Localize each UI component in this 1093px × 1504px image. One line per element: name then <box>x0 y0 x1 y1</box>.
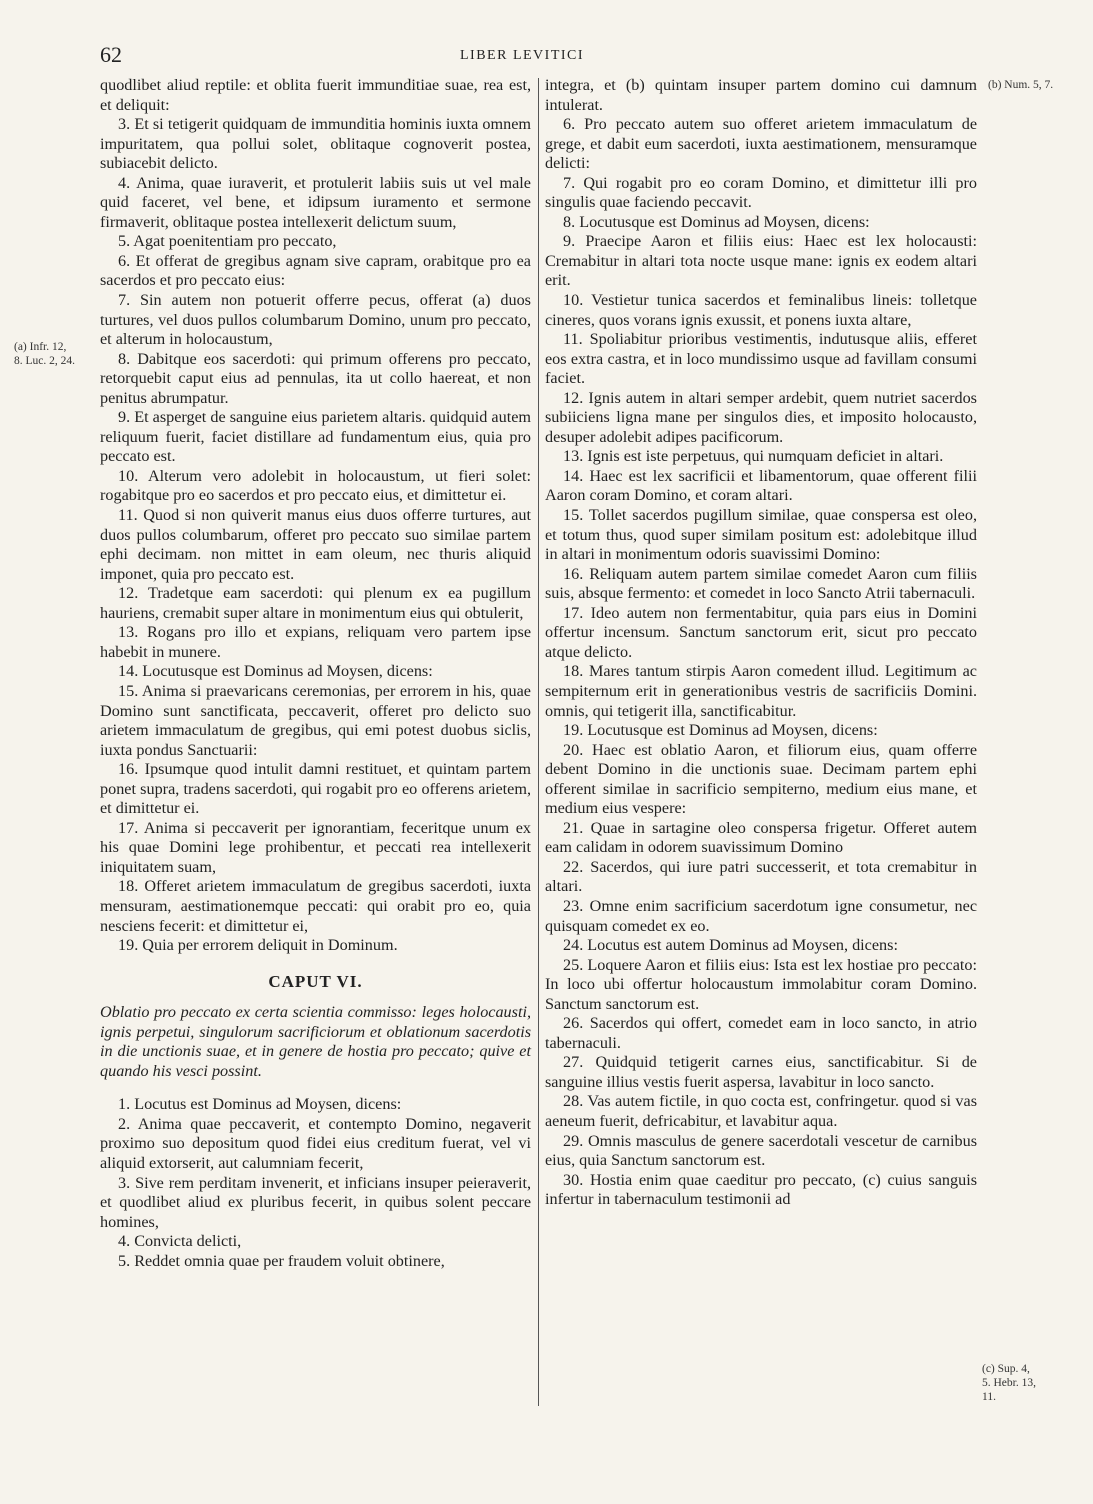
margin-note-c-line1: (c) Sup. 4, <box>982 1363 1030 1375</box>
verse: 25. Loquere Aaron et filiis eius: Ista est lex hostiae pro peccato: In loco ubi offertur holocaustum immolabitur coram Domino. Sanctum sanctorum est. <box>545 955 977 1013</box>
verse: 12. Ignis autem in altari semper ardebit, quem nutriet sacerdos subiiciens ligna mane per singulos dies, et imposito holocausto, desuper adolebit adipes pacificorum. <box>545 388 977 446</box>
verse: 19. Locutusque est Dominus ad Moysen, dicens: <box>563 721 878 740</box>
verse: 15. Anima si praevaricans ceremonias, per errorem in his, quae Domino sunt sanctificata, peccaverit, offeret pro delicto suo arietem immaculatum de gregibus, qui emi potest duobus siclis, iuxta pondus Sanctuarii: <box>100 681 531 759</box>
verse: 13. Rogans pro illo et expians, reliquam vero partem ipse habebit in munere. <box>100 623 531 661</box>
verse: 16. Ipsumque quod intulit damni restituet, et quintam partem ponet supra, tradens sacerdoti, qui rogabit pro eo offerens arietem, et dimittetur ei. <box>100 760 531 818</box>
verse: 7. Sin autem non potuerit offerre pecus, offerat (a) duos turtures, vel duos pullos columbarum Domino, unum pro peccato, et alterum in holocaustum, <box>100 291 531 349</box>
chapter-summary: Oblatio pro peccato ex certa scientia commisso: leges holocausti, ignis perpetui, singulorum sacrificiorum et oblationum sacerdotis in die unctionis suae, et in genere de hostia pro peccato; quive et quando his vesci possint. <box>100 1003 531 1080</box>
verse: 3. Sive rem perditam invenerit, et inficians insuper peieraverit, et quodlibet aliud ex pluribus fecerit, in quibus solent peccare homines, <box>100 1173 531 1231</box>
chapter-heading: CAPUT VI. <box>268 971 363 991</box>
verse: 17. Anima si peccaverit per ignorantiam, feceritque unum ex his quae Domini lege prohibentur, et peccati rea intellexerit iniquitatem suam, <box>100 818 531 876</box>
verse: integra, et (b) quintam insuper partem domino cui damnum intulerat. <box>545 76 977 114</box>
running-title: LIBER LEVITICI <box>460 48 585 63</box>
verse: 4. Convicta delicti, <box>118 1232 242 1251</box>
page-number: 62 <box>100 42 122 67</box>
left-verses-after <box>100 1095 531 1271</box>
verse: 16. Reliquam autem partem similae comedet Aaron cum filiis suis, absque fermento: et comedet in loco Sancto Atrii tabernaculi. <box>545 564 977 603</box>
margin-note-a-line2: 8. Luc. 2, 24. <box>14 355 76 367</box>
verse: 29. Omnis masculus de genere sacerdotali vescetur de carnibus eius, quia Sanctum sanctorum est. <box>545 1131 977 1170</box>
margin-note-c-line2: 5. Hebr. 13, <box>982 1377 1036 1389</box>
verse: 15. Tollet sacerdos pugillum similae, quae conspersa est oleo, et totum thus, quod super similam positum est: adolebitque illud in altari in monimentum odoris suavissimi Domino: <box>545 506 977 564</box>
verse: 9. Et asperget de sanguine eius parietem altaris. quidquid autem reliquum fuerit, faciet distillare ad fundamentum eius, quia pro peccato est. <box>100 408 531 466</box>
verse: 23. Omne enim sacrificium sacerdotum igne consumetur, nec quisquam comedet ex eo. <box>545 896 977 935</box>
verse: 18. Mares tantum stirpis Aaron comedent illud. Legitimum ac sempiternum erit in generationibus vestris de sacrificiis Domini. omnis, qui tetigerit illa, sanctificabitur. <box>545 662 977 720</box>
verse: 6. Pro peccato autem suo offeret arietem immaculatum de grege, et dabit eum sacerdoti, iuxta aestimationem, mensuramque delicti: <box>545 115 977 173</box>
verse: 13. Ignis est iste perpetuus, qui numquam deficiet in altari. <box>563 447 944 466</box>
verse: 4. Anima, quae iuraverit, et protulerit labiis suis ut vel male quid faceret, vel bene, et idipsum iuramento et sermone firmaverit, oblitaque postea intellexerit delictum suum, <box>100 173 531 231</box>
verse: 3. Et si tetigerit quidquam de immunditia hominis iuxta omnem impuritatem, qua pollui solet, oblitaque cognoverit postea, subiacebit delicto. <box>100 115 531 173</box>
right-column <box>545 76 977 1210</box>
verse: 26. Sacerdos qui offert, comedet eam in loco sancto, in atrio tabernaculi. <box>545 1014 977 1052</box>
verse: 11. Quod si non quiverit manus eius duos offerre turtures, aut duos pullos columbarum, offeret pro peccato suo similae partem ephi decimam. non mittet in eam oleum, nec thuris aliquid imponet, quia pro peccato est. <box>100 506 531 583</box>
verse: 22. Sacerdos, qui iure patri successerit, et tota cremabitur in altari. <box>545 857 977 896</box>
verse: 11. Spoliabitur prioribus vestimentis, indutusque aliis, efferet eos extra castra, et in loco mundissimo usque ad favillam consumi faciet. <box>545 330 977 388</box>
column-divider <box>538 78 539 1406</box>
verse: 7. Qui rogabit pro eo coram Domino, et dimittetur illi pro singulis quae faciendo peccavit. <box>545 173 977 212</box>
verse: 12. Tradetque eam sacerdoti: qui plenum ex ea pugillum hauriens, cremabit super altare in monimentum eius qui obtulerit, <box>100 584 531 622</box>
verse: 10. Alterum vero adolebit in holocaustum, ut fieri solet: rogabitque pro eo sacerdos et pro peccato eius, et dimittetur ei. <box>100 466 531 505</box>
verse: 27. Quidquid tetigerit carnes eius, sanctificabitur. Si de sanguine illius vestis fuerit aspersa, lavabitur in loco sancto. <box>545 1053 977 1091</box>
verse: 20. Haec est oblatio Aaron, et filiorum eius, quam offerre debent Domino in die unctionis suae. Decimam partem ephi offerent similae in sacrificio sempiterno, medium eius mane, et medium eius vespere: <box>545 740 977 818</box>
margin-note-c-line3: 11. <box>982 1391 996 1403</box>
verse: 14. Locutusque est Dominus ad Moysen, dicens: <box>118 662 433 681</box>
verse: 17. Ideo autem non fermentabitur, quia pars eius in Domini offertur incensum. Sanctum sanctorum erit, sicut pro peccato atque delicto. <box>545 603 977 661</box>
verse: 18. Offeret arietem immaculatum de gregibus sacerdoti, iuxta mensuram, aestimationemque peccati: qui orabit pro eo, quia nesciens fecerit: et dimittetur ei, <box>100 877 531 935</box>
verse: 28. Vas autem fictile, in quo cocta est, confringetur. quod si vas aeneum fuerit, defricabitur, et lavabitur aqua. <box>545 1092 977 1130</box>
verse: 14. Haec est lex sacrificii et libamentorum, quae offerent filii Aaron coram Domino, et coram altari. <box>545 466 977 505</box>
verse: 30. Hostia enim quae caeditur pro peccato, (c) cuius sanguis infertur in tabernaculum testimonii ad <box>545 1170 977 1209</box>
margin-note-a-line1: (a) Infr. 12, <box>14 341 67 353</box>
left-column <box>100 76 531 1271</box>
verse: 10. Vestietur tunica sacerdos et feminalibus lineis: tolletque cineres, quos vorans ignis exussit, et ponens iuxta altare, <box>545 291 977 329</box>
verse: 6. Et offerat de gregibus agnam sive capram, orabitque pro ea sacerdos et pro peccato eius: <box>100 251 531 290</box>
verse: 9. Praecipe Aaron et filiis eius: Haec est lex holocausti: Cremabitur in altari tota nocte usque mane: ignis ex eodem altari erit. <box>545 232 977 290</box>
verse: 1. Locutus est Dominus ad Moysen, dicens: <box>118 1095 402 1114</box>
left-verses-before <box>100 76 531 956</box>
verse: 24. Locutus est autem Dominus ad Moysen, dicens: <box>563 936 898 955</box>
verse: 19. Quia per errorem deliquit in Dominum. <box>118 936 398 955</box>
margin-note-a <box>14 340 75 368</box>
verse: 21. Quae in sartagine oleo conspersa frigetur. Offeret autem eam calidam in odorem suavissimum Domino <box>545 818 977 857</box>
margin-note-c <box>982 1362 1036 1404</box>
verse: 8. Dabitque eos sacerdoti: qui primum offerens pro peccato, retorquebit caput eius ad pennulas, ita ut collo haereat, et non penitus abrumpatur. <box>100 349 531 407</box>
verse: 8. Locutusque est Dominus ad Moysen, dicens: <box>563 212 870 231</box>
verse: 5. Reddet omnia quae per fraudem voluit obtinere, <box>118 1251 445 1270</box>
margin-note-b: (b) Num. 5, 7. <box>988 79 1054 91</box>
verse: 5. Agat poenitentiam pro peccato, <box>118 232 337 251</box>
verse: quodlibet aliud reptile: et oblita fuerit immunditiae suae, rea est, et deliquit: <box>100 76 531 114</box>
verse: 2. Anima quae peccaverit, et contempto Domino, negaverit proximo suo depositum quod fidei eius creditum fuerat, vel vi aliquid extorserit, aut calumniam fecerit, <box>100 1114 531 1172</box>
